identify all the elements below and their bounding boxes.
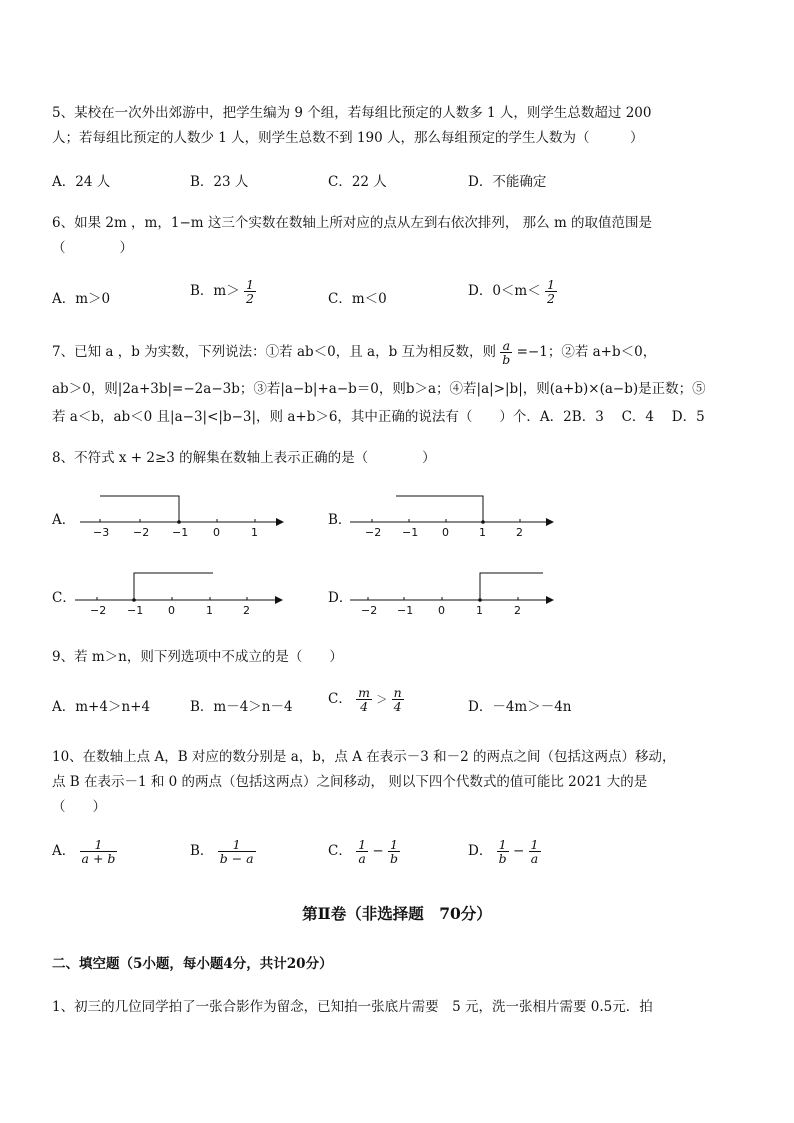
q9-option-c [328,686,404,713]
q10-option-d-d1: b [498,851,507,867]
q10-option-b-den: b − a [219,851,254,867]
q5-option-c: C．22 人 [328,174,387,190]
tick-label: 2 [516,526,523,539]
tick-label: −1 [172,526,189,539]
q9-option-c-den1: 4 [360,699,369,715]
q10-option-d [468,838,541,865]
tick-label: −2 [90,604,107,617]
q10-option-c-n1: 1 [358,837,367,852]
q10-option-c-n2: 1 [388,838,400,852]
q10-option-d-prefix: D． [468,843,493,860]
q9-option-c-fraction-2 [392,686,404,713]
q10-line2: 点 B 在表示－1 和 0 的两点（包括这两点）之间移动， 则以下四个代数式的值可能比 2021 大的是 [52,774,648,790]
tick-label: 2 [243,604,250,617]
q6-option-b-den: 2 [246,291,254,307]
q10-option-c-fraction-1 [356,838,368,865]
q10-option-d-d2: a [530,851,539,867]
q5-option-a: A．24 人 [52,174,111,190]
axis-arrow [275,596,283,604]
q10-line1: 10、在数轴上点 A，B 对应的数分别是 a，b，点 A 在表示－3 和－2 的两点之间（包括这两点）移动， [52,749,676,765]
tick-label: 1 [206,604,213,617]
q6-option-d-fraction [545,278,557,305]
q9-option-d: D．－4m＞－4n [468,699,572,715]
q8-label-c: C． [52,590,76,606]
number-line-a [80,490,290,542]
q10-option-d-n2: 1 [530,837,539,852]
q7-line2: ab＞0，则|2a+3b|=−2a−3b；③若|a−b|+a−b＝0，则b＞a；④若|a|>|b|，则(a+b)×(a−b)是正数；⑤ [52,381,706,397]
q9-option-c-den2: 4 [393,699,402,715]
q8-label-a: A． [52,512,76,528]
axis-arrow [546,518,554,526]
tick-label: 0 [168,604,175,617]
q10-option-a-num: 1 [80,838,118,852]
q10-option-d-fraction-1 [497,838,509,865]
tick-label: −2 [361,604,378,617]
q5-option-b: B．23 人 [190,174,249,190]
tick-label: 0 [438,604,445,617]
q6-option-d-prefix: D．0＜m＜ [468,283,541,300]
tick-label: 1 [251,526,258,539]
q6-line1: 6、如果 2m ，m，1−m 这三个实数在数轴上所对应的点从左到右依次排列， 那么 m 的取值范围是 [52,215,653,231]
tick-label: −2 [133,526,150,539]
q6-line2: （ ） [52,240,133,256]
q10-option-d-fraction-2 [529,838,541,865]
part2-title: 第Ⅱ卷（非选择题 70分） [302,904,492,923]
tick-label: −3 [93,526,110,539]
q6-option-b-prefix: B．m＞ [190,283,240,300]
q10-option-a-prefix: A． [52,843,76,860]
q7-line1-part2: =−1；②若 a+b＜0， [516,344,657,361]
tick-label: 1 [476,604,483,617]
tick-label: 0 [442,526,449,539]
q10-option-a-fraction [80,838,118,865]
q5-line2: 人；若每组比预定的人数少 1 人，则学生总数不到 190 人，那么每组预定的学生人数为（ ） [52,130,644,146]
solution-bracket [396,496,483,522]
number-line-b [350,490,560,542]
endpoint-dot [132,598,136,602]
tick-label: −1 [402,526,419,539]
q10-option-c-minus: − [372,843,384,860]
q10-option-c-prefix: C． [328,843,352,860]
q10-option-c-d1: a [358,851,366,867]
axis-arrow [276,518,284,526]
solution-bracket [480,573,543,600]
q10-option-d-minus: − [512,843,525,860]
number-line-d [350,568,560,620]
endpoint-dot [481,520,485,524]
q10-line3: （ ） [52,799,106,815]
solution-bracket [100,496,179,522]
number-line-c [75,568,290,620]
part2-q1-line1: 1、初三的几位同学拍了一张合影作为留念，已知拍一张底片需要 5 元，洗一张相片需要 0.5元．拍 [52,999,653,1015]
q8-label-d: D． [328,590,353,606]
q7-line1-part1: 7、已知 a ，b 为实数，下列说法：①若 ab＜0，且 a，b 互为相反数，则 [52,344,496,361]
endpoint-dot [478,598,482,602]
q7-fraction-num: a [500,339,512,353]
q7-fraction [500,339,512,366]
q10-option-b-fraction [218,838,256,865]
q9-option-c-gt: ＞ [376,693,388,707]
q6-option-c: C．m＜0 [328,291,387,307]
q9-line1: 9、若 m＞n，则下列选项中不成立的是（ ） [52,649,343,665]
endpoint-dot [177,520,181,524]
q10-option-d-n1: 1 [497,838,509,852]
q8-label-b: B． [328,512,352,528]
tick-label: −1 [127,604,144,617]
q9-option-a: A．m+4＞n+4 [52,699,151,715]
q10-option-b-prefix: B． [190,843,214,860]
tick-label: 0 [213,526,220,539]
tick-label: −2 [365,526,382,539]
q10-option-c [328,838,400,865]
q6-option-a: A．m＞0 [52,291,111,307]
q9-option-c-fraction-1 [356,686,372,713]
q10-option-a-den: a + b [81,851,116,867]
q7-line3: 若 a＜b，ab＜0 且|a−3|<|b−3|，则 a+b＞6，其中正确的说法有（ ）个．A．2B．3 C．4 D．5 [52,409,705,425]
q8-line1: 8、不符式 x + 2≥3 的解集在数轴上表示正确的是（ ） [52,450,436,466]
q6-option-b [190,278,256,305]
q5-line1: 5、某校在一次外出郊游中，把学生编为 9 个组，若每组比预定的人数多 1 人，则学生总数超过 200 [52,105,652,121]
tick-label: 1 [479,526,486,539]
q7-line1 [52,339,656,366]
q6-option-b-fraction [244,278,256,305]
solution-bracket [134,573,213,600]
axis-arrow [546,596,554,604]
q9-option-b: B．m－4＞n－4 [190,699,293,715]
q5-option-d: D．不能确定 [468,174,547,190]
q7-fraction-den: b [502,352,511,368]
part2-section-heading: 二、填空题（5小题，每小题4分，共计20分） [52,956,333,972]
q6-option-d-den: 2 [547,291,555,307]
q6-option-d-num: 1 [547,277,555,292]
q10-option-b-num: 1 [218,838,256,852]
q6-option-d [468,278,557,305]
q9-option-c-prefix: C． [328,691,352,708]
q9-option-c-num1: m [358,685,370,700]
q10-option-c-d2: b [390,851,399,867]
q6-option-b-num: 1 [246,277,254,292]
tick-label: 2 [514,604,521,617]
q10-option-c-fraction-2 [388,838,400,865]
tick-label: −1 [397,604,414,617]
q10-option-a [52,838,117,865]
q10-option-b [190,838,256,865]
q9-option-c-num2: n [393,685,402,700]
